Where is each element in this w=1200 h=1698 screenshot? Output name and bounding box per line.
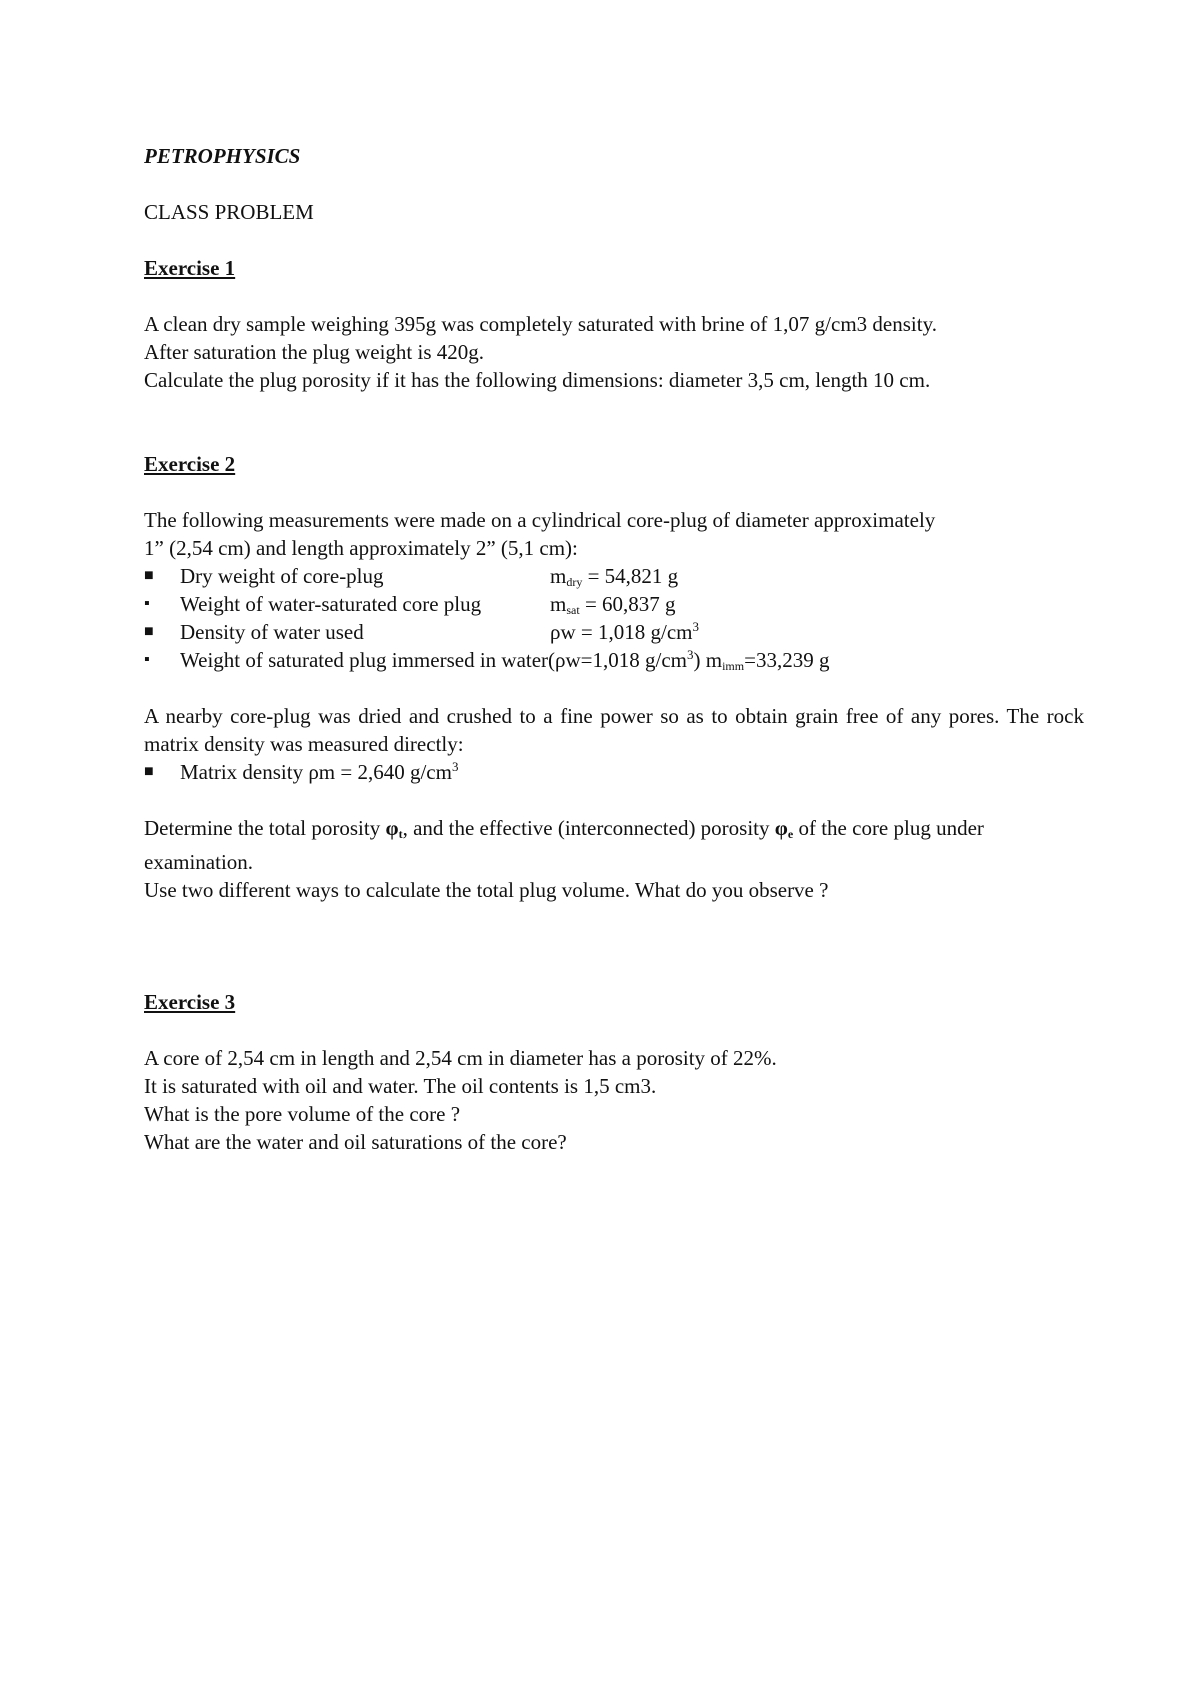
bullet-square-icon: ■ xyxy=(144,623,154,640)
exercise-1 xyxy=(144,254,1084,394)
measurement-value: =33,239 g xyxy=(744,648,830,672)
matrix-density-label: Matrix density ρm = 2,640 g/cm xyxy=(180,760,452,784)
phi-subscript-e: e xyxy=(787,827,794,841)
document-subtitle: CLASS PROBLEM xyxy=(144,200,314,224)
matrix-list xyxy=(144,758,1084,786)
exercise-2-intro xyxy=(144,506,1084,562)
exercise-1-heading: Exercise 1 xyxy=(144,256,236,280)
measurement-label: Weight of water-saturated core plug xyxy=(180,592,482,616)
document-page xyxy=(144,142,1084,1156)
list-item xyxy=(144,590,1084,618)
measurement-subscript: imm xyxy=(722,659,745,673)
matrix-density-superscript: 3 xyxy=(451,759,459,774)
measurement-subscript: dry xyxy=(566,575,583,589)
bullet-small-square-icon: ▪ xyxy=(144,595,150,612)
bullet-small-square-icon: ▪ xyxy=(144,651,150,668)
exercise-1-line: Calculate the plug porosity if it has the following dimensions: diameter 3,5 cm, length 10 cm. xyxy=(144,368,931,392)
exercise-3-line: What is the pore volume of the core ? xyxy=(144,1102,461,1126)
exercise-3-text xyxy=(144,1044,1084,1156)
exercise-2-intro-line: The following measurements were made on a cylindrical core-plug of diameter approximately xyxy=(144,508,936,532)
phi-symbol: φ xyxy=(774,816,788,840)
measurement-label: Dry weight of core-plug xyxy=(180,564,384,588)
list-item xyxy=(144,758,1084,786)
exercise-2-question xyxy=(144,814,1084,876)
bullet-square-icon: ■ xyxy=(144,763,154,780)
exercise-2-heading: Exercise 2 xyxy=(144,452,236,476)
measurement-value: = 1,018 g/cm xyxy=(575,620,693,644)
exercise-3-line: A core of 2,54 cm in length and 2,54 cm in diameter has a porosity of 22%. xyxy=(144,1046,777,1070)
measurement-symbol: m xyxy=(550,592,567,616)
measurement-label: Weight of saturated plug immersed in water(ρw=1,018 g/cm xyxy=(180,648,688,672)
list-item xyxy=(144,646,1084,674)
exercise-3-line: What are the water and oil saturations of the core? xyxy=(144,1130,567,1154)
list-item xyxy=(144,562,1084,590)
exercise-2-question-2: Use two different ways to calculate the total plug volume. What do you observe ? xyxy=(144,878,829,902)
exercise-2 xyxy=(144,450,1084,904)
list-item xyxy=(144,618,1084,646)
measurement-superscript: 3 xyxy=(687,647,694,662)
exercise-2-intro-line: 1” (2,54 cm) and length approximately 2” (5,1 cm): xyxy=(144,536,578,560)
phi-symbol: φ xyxy=(385,816,399,840)
measurement-symbol: m xyxy=(550,564,567,588)
measurement-list xyxy=(144,562,1084,674)
measurement-value: = 60,837 g xyxy=(579,592,676,616)
exercise-1-text xyxy=(144,310,1084,394)
measurement-label: Density of water used xyxy=(180,620,364,644)
question-text: Determine the total porosity xyxy=(144,816,386,840)
document-title: PETROPHYSICS xyxy=(144,144,301,168)
bullet-square-icon: ■ xyxy=(144,567,154,584)
question-text: of the core plug under examination. xyxy=(144,816,984,874)
exercise-3-heading: Exercise 3 xyxy=(144,990,236,1014)
exercise-3 xyxy=(144,988,1084,1156)
matrix-intro: A nearby core-plug was dried and crushed to a fine power so as to obtain grain free of any pores. The rock matrix density was measured directly: xyxy=(144,704,1084,756)
measurement-label-tail: ) m xyxy=(693,648,723,672)
phi-subscript-t: t xyxy=(398,827,403,841)
measurement-superscript: 3 xyxy=(692,619,699,634)
measurement-value: = 54,821 g xyxy=(582,564,679,588)
measurement-symbol: ρw xyxy=(550,620,576,644)
measurement-subscript: sat xyxy=(566,603,580,617)
exercise-1-line: After saturation the plug weight is 420g. xyxy=(144,340,485,364)
exercise-1-line: A clean dry sample weighing 395g was completely saturated with brine of 1,07 g/cm3 density. xyxy=(144,312,937,336)
exercise-3-line: It is saturated with oil and water. The oil contents is 1,5 cm3. xyxy=(144,1074,657,1098)
question-text: , and the effective (interconnected) porosity xyxy=(402,816,775,840)
